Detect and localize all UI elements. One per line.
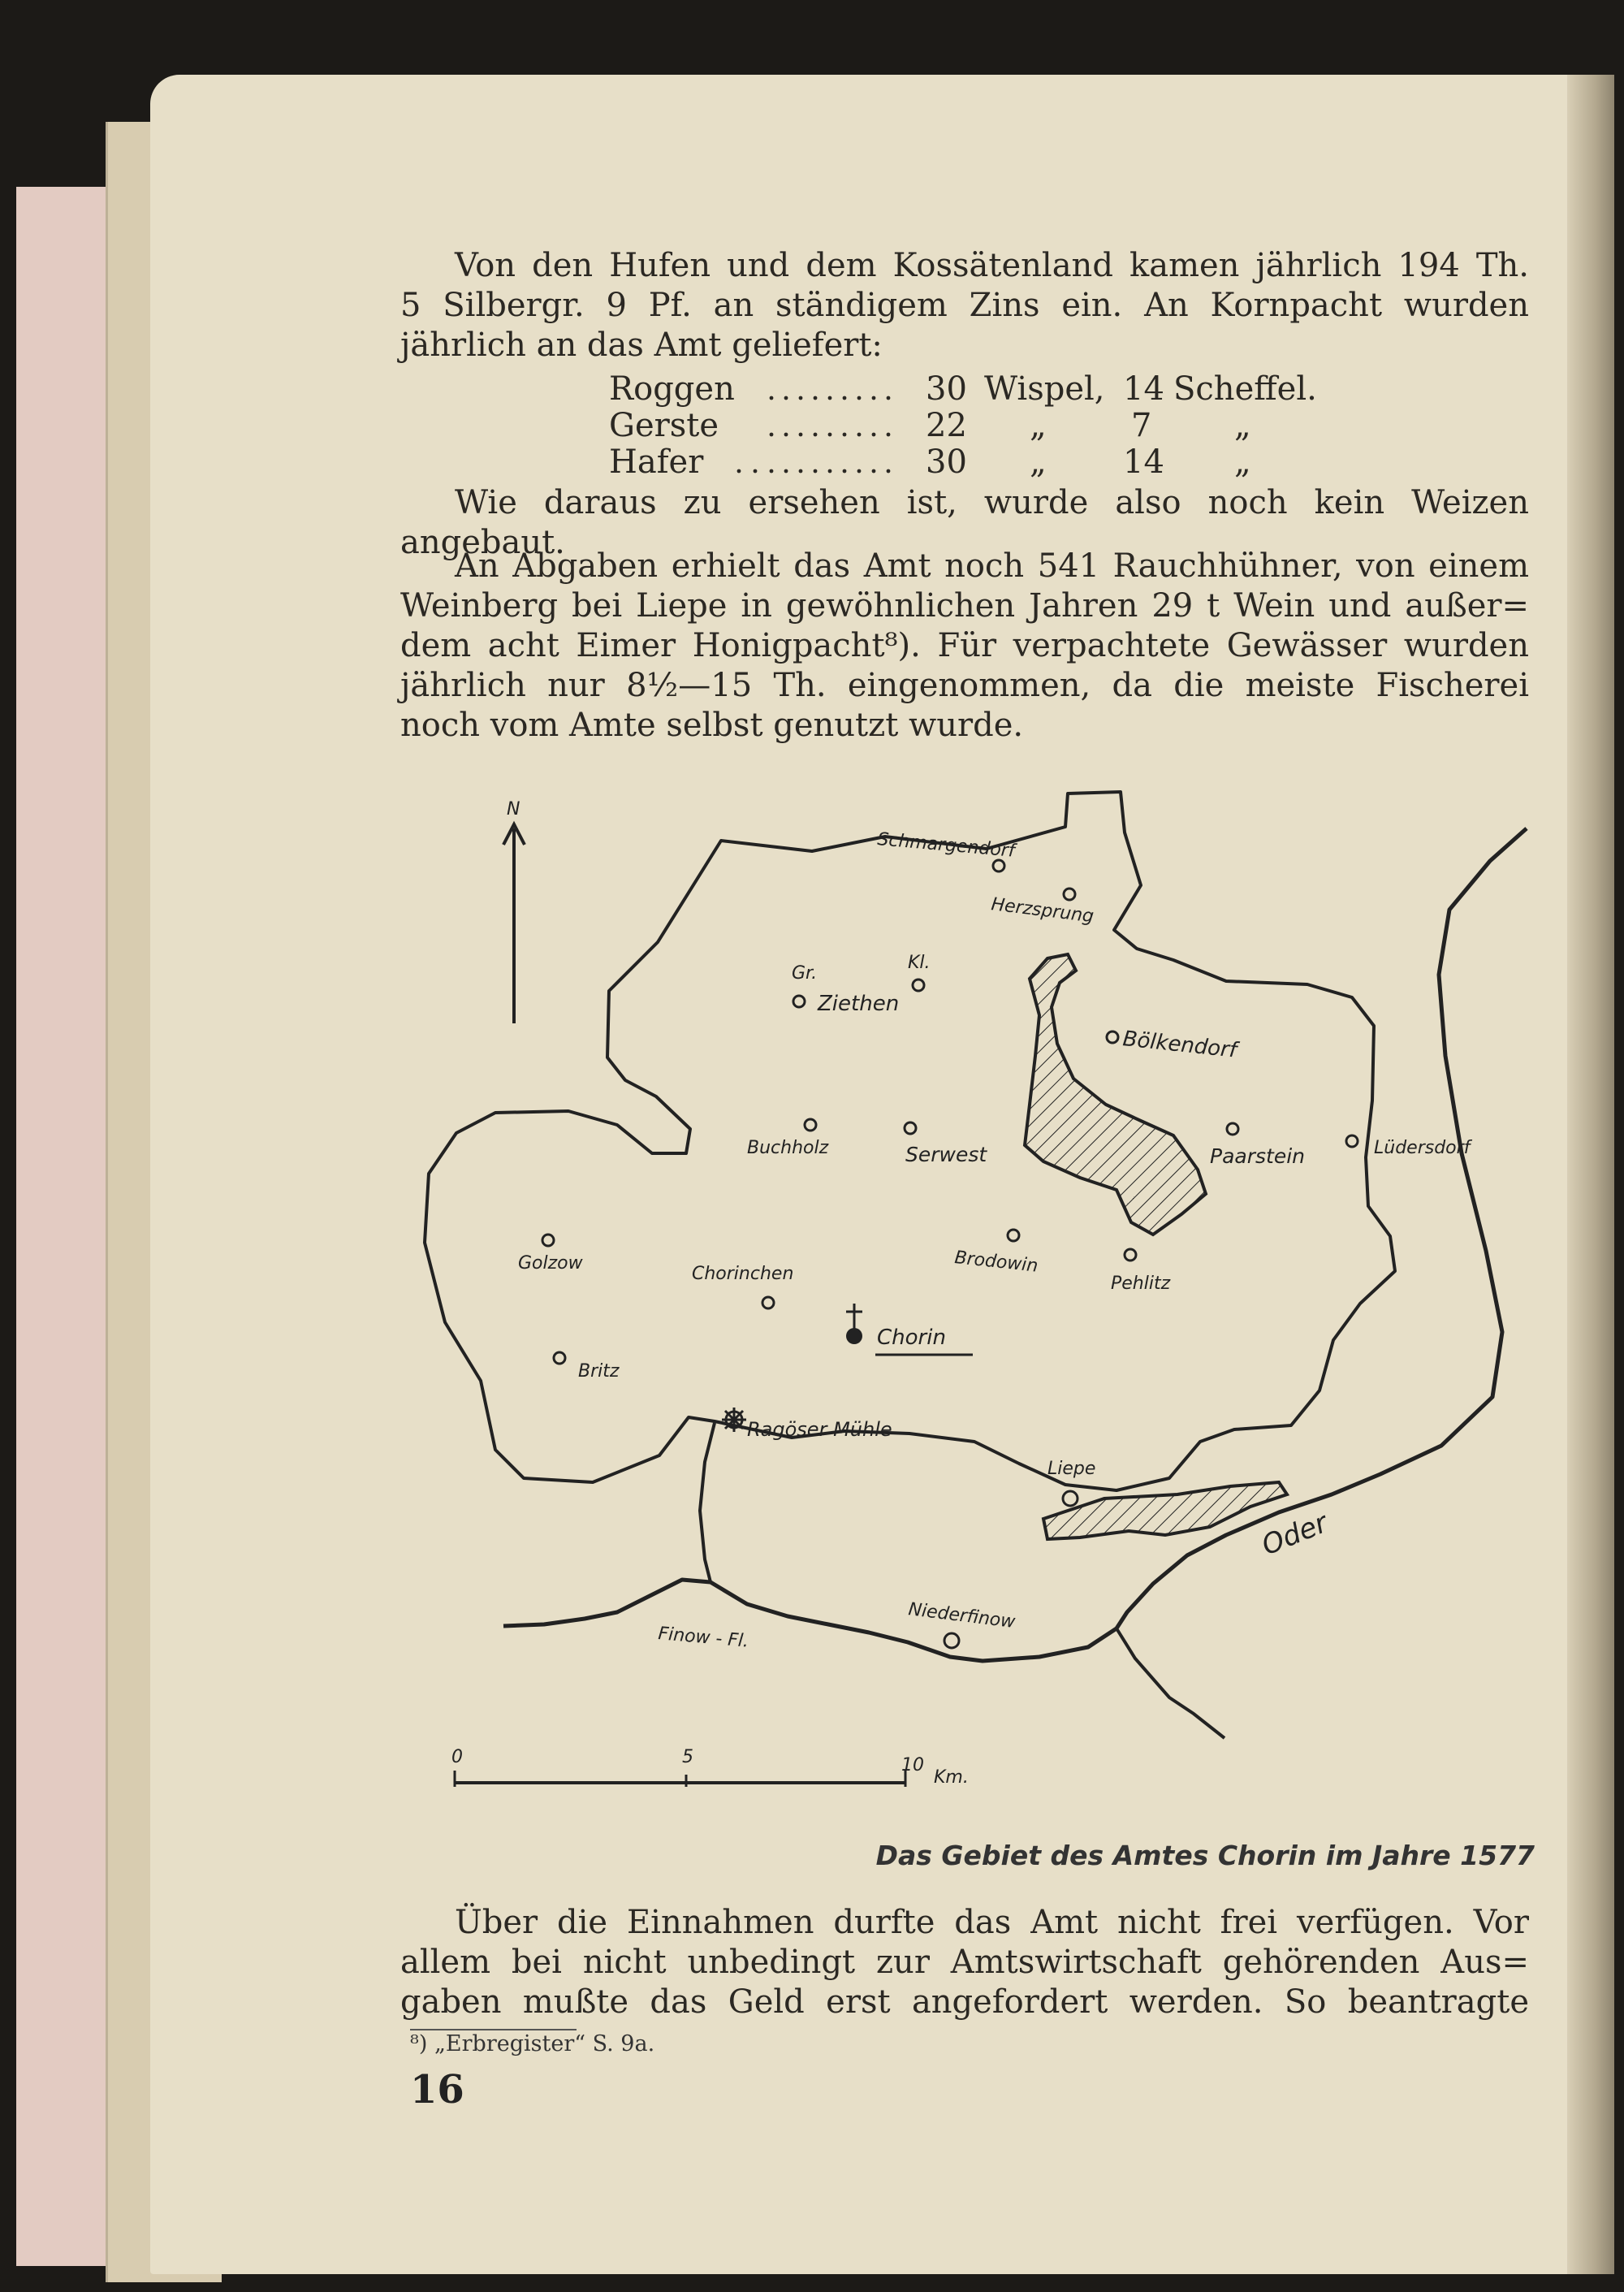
crop-amount: 30 (926, 443, 967, 481)
footnote: ⁸) „Erbregister“ S. 9a. (410, 2031, 655, 2056)
crop-unit2: „ (1234, 407, 1251, 444)
stream-to-finow (700, 1423, 715, 1582)
paragraph-1-line-1: Von den Hufen und dem Kossätenland kamen jährlich 194 Th. (455, 247, 1529, 284)
label-luedersdorf: Lüdersdorf (1374, 1138, 1471, 1158)
label-liepe: Liepe (1047, 1459, 1096, 1479)
mill-wheel-icon (722, 1408, 746, 1432)
label-ziethen: Ziethen (818, 992, 900, 1016)
paragraph-4-line-2: allem bei nicht unbedingt zur Amtswirtschaft gehörenden Aus= (400, 1944, 1529, 1981)
lake-liepe (1043, 1482, 1287, 1539)
label-buchholz: Buchholz (747, 1138, 829, 1158)
page-number: 16 (410, 2067, 464, 2113)
label-britz: Britz (578, 1361, 620, 1382)
paragraph-4-line-1: Über die Einnahmen durfte das Amt nicht frei verfügen. Vor (455, 1904, 1529, 1941)
territory-boundary (425, 792, 1395, 1490)
label-golzow: Golzow (518, 1253, 583, 1274)
chorin-monastery-icon (846, 1304, 862, 1344)
crop-amount2: 7 (1131, 407, 1152, 444)
scale-tick-10: 10 (901, 1755, 924, 1775)
map-caption: Das Gebiet des Amtes Chorin im Jahre 1577 (875, 1840, 1535, 1871)
north-label: N (507, 799, 520, 819)
paragraph-3-line-2: Weinberg bei Liepe in gewöhnlichen Jahren 29 t Wein und außer= (400, 587, 1529, 625)
label-chorin: Chorin (877, 1325, 946, 1350)
label-paarstein: Paarstein (1210, 1144, 1305, 1168)
paragraph-1-line-3: jährlich an das Amt geliefert: (400, 327, 883, 364)
label-ragoeser-muehle: Ragöser Mühle (747, 1418, 892, 1441)
crop-unit: „ (1030, 407, 1047, 444)
river-finow (503, 1580, 1116, 1661)
paragraph-2-line-1: Wie daraus zu ersehen ist, wurde also noch kein Weizen (455, 484, 1529, 521)
footnote-rule (410, 2029, 577, 2030)
paragraph-2-line-2: angebaut. (400, 524, 565, 561)
label-finow-fl: Finow - Fl. (657, 1624, 750, 1652)
paragraph-3-line-5: noch vom Amte selbst genutzt wurde. (400, 707, 1024, 744)
label-pehlitz: Pehlitz (1111, 1274, 1171, 1294)
label-kl: Kl. (908, 953, 931, 973)
crop-amount: 22 (926, 407, 967, 444)
label-oder: Oder (1257, 1507, 1332, 1563)
crop-amount: 30 (926, 370, 967, 408)
label-gr: Gr. (792, 963, 818, 984)
crop-amount2: 14 (1123, 370, 1164, 408)
river-oder-branch (1116, 1628, 1224, 1738)
crop-unit: „ (1030, 443, 1047, 481)
paragraph-4-line-3: gaben mußte das Geld erst angefordert werden. So beantragte (400, 1983, 1529, 2021)
crop-unit2: „ (1234, 443, 1251, 481)
map-amt-chorin (406, 784, 1543, 1807)
label-niederfinow: Niederfinow (907, 1599, 1017, 1633)
label-herzsprung: Herzsprung (990, 894, 1095, 928)
label-brodowin: Brodowin (953, 1248, 1039, 1277)
label-schmargendorf: Schmargendorf (876, 829, 1016, 862)
north-arrow-icon (503, 824, 525, 1023)
crop-amount2: 14 (1123, 443, 1164, 481)
crop-unit2: Scheffel. (1173, 370, 1317, 408)
label-chorinchen: Chorinchen (692, 1264, 794, 1284)
crop-name: Hafer (609, 443, 704, 481)
paragraph-3-line-4: jährlich nur 8½—15 Th. eingenommen, da die meiste Fischerei (400, 667, 1529, 704)
scale-tick-5: 5 (682, 1747, 693, 1767)
label-boelkendorf: Bölkendorf (1121, 1027, 1238, 1063)
crop-name: Gerste (609, 407, 719, 444)
scale-tick-0: 0 (451, 1747, 463, 1767)
label-serwest: Serwest (905, 1143, 987, 1166)
paragraph-1-line-2: 5 Silbergr. 9 Pf. an ständigem Zins ein. An Kornpacht wurden (400, 287, 1529, 324)
scale-bar (455, 1771, 905, 1787)
lake-serwest (1025, 954, 1206, 1235)
crop-name: Roggen (609, 370, 735, 408)
crop-unit: Wispel, (984, 370, 1105, 408)
scale-unit: Km. (934, 1767, 969, 1788)
paragraph-3-line-1: An Abgaben erhielt das Amt noch 541 Rauchhühner, von einem (455, 547, 1529, 585)
paragraph-3-line-3: dem acht Eimer Honigpacht⁸). Für verpachtete Gewässer wurden (400, 627, 1529, 664)
crop-leader-dots (0, 0, 1624, 520)
